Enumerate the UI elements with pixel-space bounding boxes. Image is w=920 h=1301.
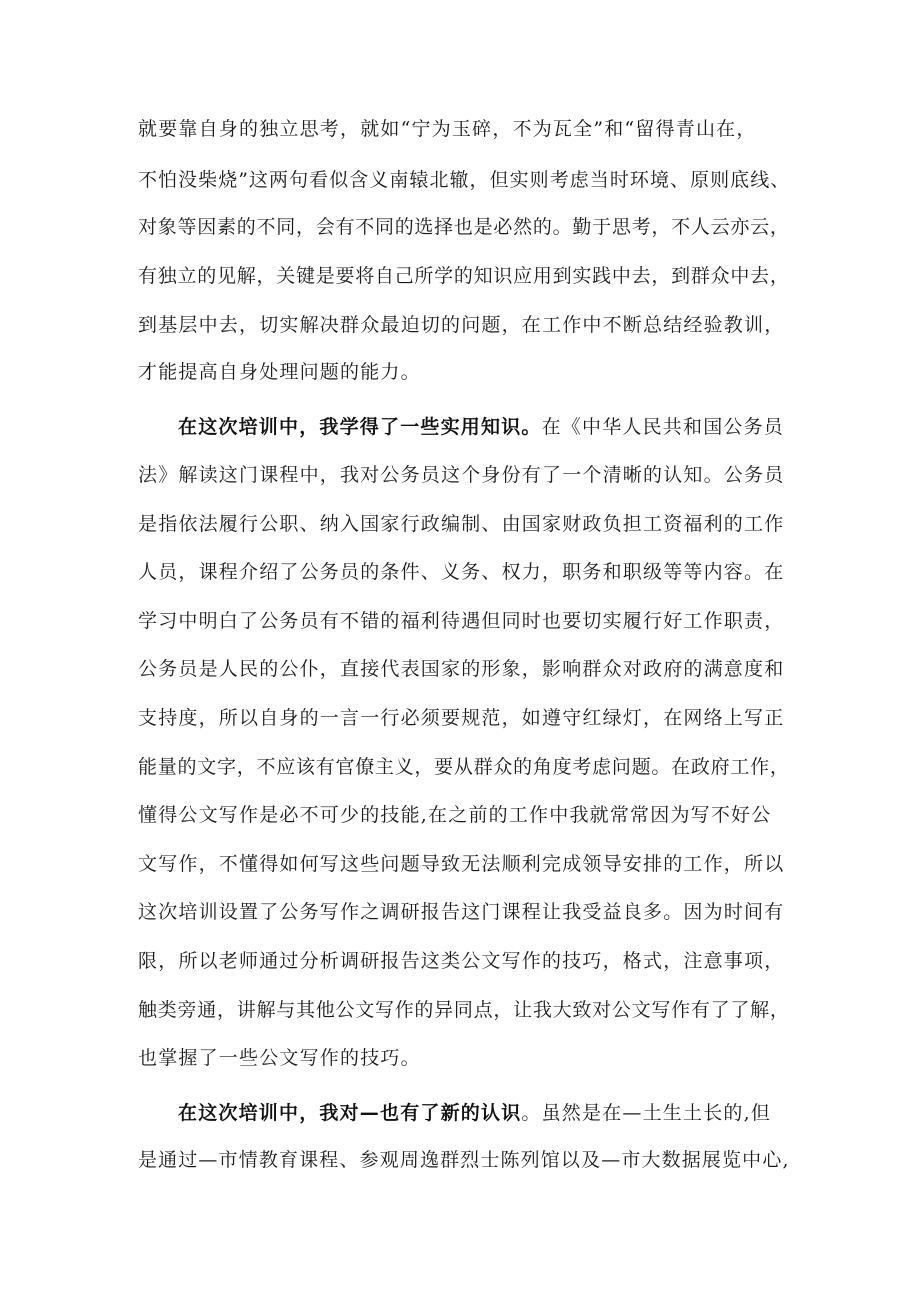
paragraph-1-line-3: 对象等因素的不同，会有不同的选择也是必然的。勤于思考，不人云亦云， <box>138 216 790 238</box>
paragraph-1-line-4: 有独立的见解，关键是要将自己所学的知识应用到实践中去，到群众中去， <box>138 265 790 287</box>
paragraph-2-line-8: 能量的文字，不应该有官僚主义，要从群众的角度考虑问题。在政府工作， <box>138 756 790 778</box>
paragraph-2-line-11: 这次培训设置了公务写作之调研报告这门课程让我受益良多。因为时间有 <box>138 901 785 923</box>
paragraph-2-line-13: 触类旁通，讲解与其他公文写作的异同点，让我大致对公文写作有了了解， <box>138 999 790 1021</box>
paragraph-1-line-2: 不怕没柴烧”这两句看似含义南辕北辙，但实则考虑当时环境、原则底线、 <box>138 169 791 191</box>
paragraph-3-line-2: 是通过—市情教育课程、参观周逸群烈士陈列馆以及—市大数据展览中心, <box>138 1149 790 1171</box>
paragraph-2-line-5: 学习中明白了公务员有不错的福利待遇但同时也要切实履行好工作职责， <box>138 610 785 632</box>
paragraph-2-lead: 在这次培训中，我学得了一些实用知识。 <box>178 416 542 438</box>
paragraph-2-line-9: 懂得公文写作是必不可少的技能,在之前的工作中我就常常因为写不好公 <box>138 804 772 826</box>
paragraph-2-line-6: 公务员是人民的公仆，直接代表国家的形象，影响群众对政府的满意度和 <box>138 658 785 680</box>
paragraph-1-line-6: 才能提高自身处理问题的能力。 <box>138 361 421 383</box>
paragraph-2-line-2: 法》解读这门课程中，我对公务员这个身份有了一个清晰的认知。公务员 <box>138 464 785 486</box>
paragraph-2-line-7: 支持度，所以自身的一言一行必须要规范，如遵守红绿灯，在网络上写正 <box>138 707 785 729</box>
paragraph-1-line-5: 到基层中去，切实解决群众最迫切的问题，在工作中不断总结经验教训， <box>138 314 785 336</box>
paragraph-2-line-1: 在这次培训中，我学得了一些实用知识。在《中华人民共和国公务员 <box>178 416 785 438</box>
paragraph-2-line-10: 文写作，不懂得如何写这些问题导致无法顺利完成领导安排的工作，所以 <box>138 853 785 875</box>
paragraph-2-line-12: 限，所以老师通过分析调研报告这类公文写作的技巧，格式，注意事项， <box>138 950 785 972</box>
paragraph-3-lead: 在这次培训中，我对—也有了新的认识 <box>178 1102 522 1124</box>
paragraph-2-line-3: 是指依法履行公职、纳入国家行政编制、由国家财政负担工资福利的工作 <box>138 513 785 535</box>
paragraph-3-line-1: 在这次培训中，我对—也有了新的认识。虽然是在—土生土长的,但 <box>178 1102 772 1124</box>
paragraph-2-line-14: 也掌握了一些公文写作的技巧。 <box>138 1047 421 1069</box>
paragraph-1-line-1: 就要靠自身的独立思考，就如“宁为玉碎，不为瓦全”和“留得青山在， <box>138 118 757 140</box>
paragraph-2-line-4: 人员，课程介绍了公务员的条件、义务、权力，职务和职级等等内容。在 <box>138 561 785 583</box>
